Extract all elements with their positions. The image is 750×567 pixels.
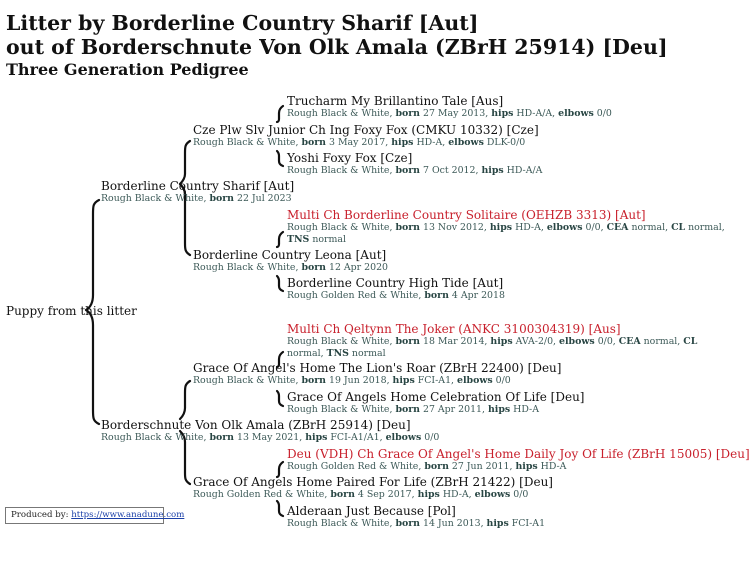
sire-sire-details: Rough Black & White, born 3 May 2017, hips HD-A, elbows DLK-0/0 — [193, 137, 526, 148]
dam-dam-sire-details: Rough Golden Red & White, born 27 Jun 2011, hips HD-A — [287, 461, 567, 472]
produced-by-box — [5, 507, 185, 524]
anadune-link[interactable]: https://www.anadune.com — [71, 510, 185, 520]
sire-sire-name: Cze Plw Slv Junior Ch Ing Foxy Fox (CMKU 10332) [Cze] — [193, 123, 539, 137]
dam-dam-entry — [193, 475, 553, 501]
sire-sire-sire-details: Rough Black & White, born 27 May 2013, hips HD-A/A, elbows 0/0 — [287, 108, 612, 119]
sire-dam-name: Borderline Country Leona [Aut] — [193, 248, 387, 262]
dam-details: Rough Black & White, born 13 May 2021, hips FCI-A1/A1, elbows 0/0 — [101, 432, 440, 443]
sire-sire-sire-name: Trucharm My Brillantino Tale [Aus] — [287, 94, 504, 108]
dam-sire-sire-entry — [287, 322, 697, 360]
sire-sire-dam-name: Yoshi Foxy Fox [Cze] — [287, 151, 413, 165]
sire-dam-dam-name: Borderline Country High Tide [Aut] — [287, 276, 504, 290]
dam-dam-dam-details: Rough Black & White, born 14 Jun 2013, hips FCI-A1 — [287, 518, 546, 529]
dam-sire-dam-name: Grace Of Angels Home Celebration Of Life [Deu] — [287, 390, 585, 404]
sire-sire-dam-details: Rough Black & White, born 7 Oct 2012, hips HD-A/A — [287, 165, 543, 176]
dam-dam-name: Grace Of Angels Home Paired For Life (ZBrH 21422) [Deu] — [193, 475, 553, 489]
dam-dam-sire-entry — [287, 447, 750, 473]
sire-sire-dam-entry — [287, 151, 542, 177]
page-title: Litter by Borderline Country Sharif [Aut] — [6, 11, 479, 35]
pedigree-type-heading: Three Generation Pedigree — [6, 60, 249, 79]
sire-dam-dam-details: Rough Golden Red & White, born 4 Apr 2018 — [287, 290, 505, 301]
sire-details: Rough Black & White, born 22 Jul 2023 — [101, 193, 292, 204]
sire-sire-sire-entry — [287, 94, 612, 120]
dam-sire-details: Rough Black & White, born 19 Jun 2018, hips FCI-A1, elbows 0/0 — [193, 375, 511, 386]
sire-dam-details: Rough Black & White, born 12 Apr 2020 — [193, 262, 389, 273]
dam-sire-dam-details: Rough Black & White, born 27 Apr 2011, hips HD-A — [287, 404, 539, 415]
dam-dam-dam-entry — [287, 504, 545, 530]
produced-by-label: Produced by: — [11, 510, 69, 520]
dam-sire-sire-details-cont: normal, TNS normal — [287, 348, 386, 359]
puppy-label: Puppy from this litter — [6, 304, 137, 318]
sire-dam-sire-name: Multi Ch Borderline Country Solitaire (OEHZB 3313) [Aut] — [287, 208, 646, 222]
sire-dam-sire-details-cont: TNS normal — [287, 234, 346, 245]
sire-dam-entry — [193, 248, 388, 274]
sire-sire-entry — [193, 123, 539, 149]
dam-name: Borderschnute Von Olk Amala (ZBrH 25914) [Deu] — [101, 418, 411, 432]
dam-dam-details: Rough Golden Red & White, born 4 Sep 2017, hips HD-A, elbows 0/0 — [193, 489, 529, 500]
sire-dam-sire-details: Rough Black & White, born 13 Nov 2012, hips HD-A, elbows 0/0, CEA normal, CL normal, — [287, 222, 725, 233]
dam-sire-name: Grace Of Angel's Home The Lion's Roar (ZBrH 22400) [Deu] — [193, 361, 562, 375]
dam-dam-dam-name: Alderaan Just Because [Pol] — [287, 504, 456, 518]
page-subtitle: out of Borderschnute Von Olk Amala (ZBrH 25914) [Deu] — [6, 35, 668, 59]
dam-sire-entry — [193, 361, 561, 387]
sire-dam-dam-entry — [287, 276, 505, 302]
sire-entry — [101, 179, 294, 205]
dam-sire-sire-details: Rough Black & White, born 18 Mar 2014, hips AVA-2/0, elbows 0/0, CEA normal, CL — [287, 336, 698, 347]
sire-dam-sire-entry — [287, 208, 725, 246]
dam-sire-dam-entry — [287, 390, 584, 416]
sire-name: Borderline Country Sharif [Aut] — [101, 179, 295, 193]
dam-entry — [101, 418, 439, 444]
dam-dam-sire-name: Deu (VDH) Ch Grace Of Angel's Home Daily Joy Of Life (ZBrH 15005) [Deu] — [287, 447, 750, 461]
dam-sire-sire-name: Multi Ch Qeltynn The Joker (ANKC 3100304319) [Aus] — [287, 322, 621, 336]
